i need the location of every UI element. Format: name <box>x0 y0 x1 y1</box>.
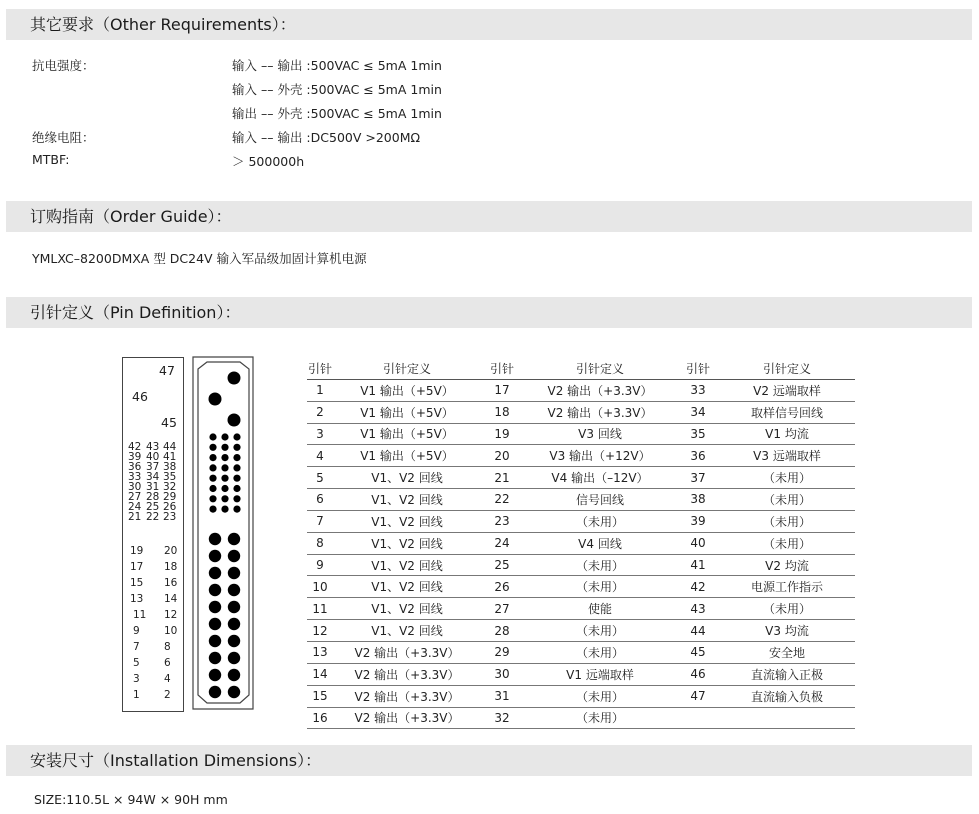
withstand-label: 抗电强度： <box>32 58 95 73</box>
pin-number: 6 <box>307 489 333 511</box>
pin-definition: V1、V2 回线 <box>333 510 481 532</box>
connector-pin-number: 21 <box>128 511 142 523</box>
table-row <box>307 663 855 685</box>
connector-pin-number: 11 <box>133 609 147 621</box>
connector-pin-dot <box>228 652 240 664</box>
pin-number: 19 <box>481 423 523 445</box>
pin-number: 43 <box>677 598 719 620</box>
connector-pin-number: 47 <box>159 363 175 378</box>
connector-pin-number: 2 <box>164 689 171 701</box>
table-row <box>307 685 855 707</box>
table-row <box>307 401 855 423</box>
pin-definition: （未用） <box>719 598 855 620</box>
pin-definition: 使能 <box>523 598 677 620</box>
withstand-value-3: 输出 –– 外壳 :500VAC ≤ 5mA 1min <box>232 106 442 121</box>
connector-pin-dot <box>228 618 240 630</box>
pin-number: 25 <box>481 554 523 576</box>
connector-pin-dot <box>228 550 240 562</box>
connector-pin-number: 15 <box>130 577 144 589</box>
pin-definition: V1、V2 回线 <box>333 554 481 576</box>
pin-definition: （未用） <box>719 510 855 532</box>
size-text: SIZE:110.5L × 94W × 90H mm <box>34 792 228 807</box>
connector-pin-number: 18 <box>164 561 178 573</box>
pin-number: 40 <box>677 532 719 554</box>
section-order-guide: 订购指南（Order Guide）： <box>6 201 972 232</box>
pin-number: 3 <box>307 423 333 445</box>
pin-definition: V1、V2 回线 <box>333 598 481 620</box>
connector-pin-dot <box>228 669 240 681</box>
connector-pin-number: 13 <box>130 593 144 605</box>
connector-pin-dot <box>228 686 240 698</box>
connector-pin-number: 32 <box>163 481 177 493</box>
connector-pin-dot <box>221 433 228 440</box>
connector-pin-number: 29 <box>163 491 177 503</box>
connector-pin-dot <box>228 567 240 579</box>
header-pin: 引针 <box>481 358 523 379</box>
pin-number: 15 <box>307 685 333 707</box>
connector-pin-dot <box>209 601 221 613</box>
connector-pin-dot <box>221 464 228 471</box>
pin-definition: V1、V2 回线 <box>333 620 481 642</box>
connector-pin-number: 43 <box>146 441 160 453</box>
pin-definition-table <box>307 358 855 729</box>
connector-pin-dot <box>221 444 228 451</box>
pin-number: 8 <box>307 532 333 554</box>
pin-number: 24 <box>481 532 523 554</box>
pin-definition: V1 输出（+5V） <box>333 379 481 401</box>
section-installation-dimensions: 安装尺寸（Installation Dimensions）： <box>6 745 972 776</box>
connector-pin-dot <box>228 372 241 385</box>
connector-pin-number: 44 <box>163 441 177 453</box>
pin-number: 34 <box>677 401 719 423</box>
pin-number: 30 <box>481 663 523 685</box>
connector-pin-dot <box>209 506 216 513</box>
pin-definition: V4 回线 <box>523 532 677 554</box>
connector-shell <box>193 357 253 709</box>
connector-pin-number: 6 <box>164 657 171 669</box>
table-header-row <box>307 358 855 379</box>
pin-number: 10 <box>307 576 333 598</box>
connector-pin-dot <box>209 669 221 681</box>
pin-number: 18 <box>481 401 523 423</box>
pin-number: 23 <box>481 510 523 532</box>
connector-pin-number: 41 <box>163 451 177 463</box>
pin-number: 35 <box>677 423 719 445</box>
header-definition: 引针定义 <box>333 358 481 379</box>
mtbf-value: ＞ 500000h <box>232 154 305 169</box>
connector-inner-shell <box>198 362 249 703</box>
pin-definition: V2 输出（+3.3V） <box>523 379 677 401</box>
pin-definition: 信号回线 <box>523 489 677 511</box>
pin-definition: V2 均流 <box>719 554 855 576</box>
connector-pin-dot <box>221 475 228 482</box>
connector-pin-number: 39 <box>128 451 142 463</box>
pin-number: 12 <box>307 620 333 642</box>
pin-number: 4 <box>307 445 333 467</box>
pin-number: 29 <box>481 641 523 663</box>
connector-pin-dot <box>221 506 228 513</box>
connector-pin-dot <box>209 454 216 461</box>
connector-pin-number: 42 <box>128 441 142 453</box>
pin-number: 26 <box>481 576 523 598</box>
connector-pin-dot <box>233 433 240 440</box>
pin-number: 9 <box>307 554 333 576</box>
table-row <box>307 445 855 467</box>
pin-number: 32 <box>481 707 523 729</box>
connector-pin-dot <box>221 485 228 492</box>
connector-pin-dot <box>209 475 216 482</box>
connector-pin-dot <box>228 414 241 427</box>
connector-pin-dot <box>209 464 216 471</box>
pin-definition: V2 输出（+3.3V） <box>333 663 481 685</box>
pin-number: 16 <box>307 707 333 729</box>
connector-pin-number: 46 <box>132 389 148 404</box>
connector-pin-number: 38 <box>163 461 177 473</box>
connector-pin-dot <box>233 454 240 461</box>
pin-definition: （未用） <box>523 554 677 576</box>
pin-definition: V1、V2 回线 <box>333 576 481 598</box>
connector-pin-dot <box>209 444 216 451</box>
connector-pin-dot <box>228 584 240 596</box>
connector-pin-number: 5 <box>133 657 140 669</box>
pin-definition: V1 均流 <box>719 423 855 445</box>
connector-pin-dot <box>209 393 222 406</box>
connector-pin-number: 35 <box>163 471 177 483</box>
connector-pin-number: 25 <box>146 501 160 513</box>
pin-definition: V3 远端取样 <box>719 445 855 467</box>
insulation-label: 绝缘电阻： <box>32 130 95 145</box>
pin-number: 20 <box>481 445 523 467</box>
pin-number: 42 <box>677 576 719 598</box>
table-row <box>307 423 855 445</box>
pin-number: 36 <box>677 445 719 467</box>
insulation-value: 输入 –– 输出 :DC500V >200MΩ <box>232 130 421 145</box>
pin-definition: V3 均流 <box>719 620 855 642</box>
connector-pin-dot <box>228 601 240 613</box>
withstand-value-1: 输入 –– 输出 :500VAC ≤ 5mA 1min <box>232 58 442 73</box>
table-row <box>307 598 855 620</box>
table-row <box>307 554 855 576</box>
pin-number: 1 <box>307 379 333 401</box>
pin-number: 22 <box>481 489 523 511</box>
connector-pin-number: 1 <box>133 689 140 701</box>
pin-number: 14 <box>307 663 333 685</box>
connector-pin-number: 45 <box>161 415 177 430</box>
connector-pin-number: 17 <box>130 561 144 573</box>
pin-number <box>677 707 719 729</box>
connector-label-box <box>122 357 184 712</box>
pin-number: 33 <box>677 379 719 401</box>
pin-number: 21 <box>481 467 523 489</box>
pin-number: 7 <box>307 510 333 532</box>
section-other-requirements: 其它要求（Other Requirements）： <box>6 9 972 40</box>
pin-definition: V3 输出（+12V） <box>523 445 677 467</box>
header-definition: 引针定义 <box>719 358 855 379</box>
connector-pin-dot <box>209 533 221 545</box>
pin-definition: V1 输出（+5V） <box>333 401 481 423</box>
pin-definition: （未用） <box>523 707 677 729</box>
pin-number: 11 <box>307 598 333 620</box>
header-definition: 引针定义 <box>523 358 677 379</box>
pin-number: 27 <box>481 598 523 620</box>
connector-pin-dot <box>209 584 221 596</box>
pin-number: 2 <box>307 401 333 423</box>
pin-definition: V1 远端取样 <box>523 663 677 685</box>
connector-pin-dot <box>233 485 240 492</box>
pin-number: 47 <box>677 685 719 707</box>
pin-number: 28 <box>481 620 523 642</box>
pin-definition: （未用） <box>719 489 855 511</box>
pin-number: 45 <box>677 641 719 663</box>
pin-definition: （未用） <box>523 510 677 532</box>
pin-definition: （未用） <box>719 467 855 489</box>
connector-pin-number: 30 <box>128 481 142 493</box>
header-pin: 引针 <box>307 358 333 379</box>
connector-pin-dot <box>209 652 221 664</box>
connector-pin-number: 28 <box>146 491 160 503</box>
connector-pin-number: 20 <box>164 545 178 557</box>
connector-pin-dot <box>209 618 221 630</box>
table-row <box>307 379 855 401</box>
pin-definition: V1、V2 回线 <box>333 489 481 511</box>
pin-definition: 直流输入正极 <box>719 663 855 685</box>
connector-pin-number: 40 <box>146 451 160 463</box>
table-row <box>307 489 855 511</box>
pin-number: 46 <box>677 663 719 685</box>
table-row <box>307 620 855 642</box>
pin-number: 39 <box>677 510 719 532</box>
withstand-value-2: 输入 –– 外壳 :500VAC ≤ 5mA 1min <box>232 82 442 97</box>
connector-pin-dot <box>221 454 228 461</box>
connector-pin-dot <box>233 444 240 451</box>
connector-pin-number: 31 <box>146 481 160 493</box>
connector-pin-dot <box>209 686 221 698</box>
connector-pin-number: 4 <box>164 673 171 685</box>
pin-definition: （未用） <box>523 620 677 642</box>
pin-number: 37 <box>677 467 719 489</box>
connector-pin-number: 27 <box>128 491 142 503</box>
order-text: YMLXC–8200DMXA 型 DC24V 输入军品级加固计算机电源 <box>32 251 367 266</box>
connector-pin-number: 12 <box>164 609 178 621</box>
pin-definition: V2 远端取样 <box>719 379 855 401</box>
pin-definition: V1、V2 回线 <box>333 532 481 554</box>
pin-definition <box>719 707 855 729</box>
mtbf-label: MTBF: <box>32 152 70 167</box>
pin-definition: 电源工作指示 <box>719 576 855 598</box>
connector-pin-number: 33 <box>128 471 142 483</box>
connector-pin-dot <box>209 485 216 492</box>
connector-pin-number: 22 <box>146 511 160 523</box>
connector-pin-dot <box>228 635 240 647</box>
connector-pin-number: 14 <box>164 593 178 605</box>
connector-pin-number: 8 <box>164 641 171 653</box>
pin-number: 13 <box>307 641 333 663</box>
connector-pin-number: 37 <box>146 461 160 473</box>
pin-definition: （未用） <box>523 641 677 663</box>
pin-number: 17 <box>481 379 523 401</box>
pin-definition: 直流输入负极 <box>719 685 855 707</box>
connector-pin-dot <box>209 495 216 502</box>
connector-pin-number: 26 <box>163 501 177 513</box>
connector-pin-dot <box>209 635 221 647</box>
connector-pin-dot <box>233 464 240 471</box>
pin-definition: V2 输出（+3.3V） <box>523 401 677 423</box>
pin-number: 41 <box>677 554 719 576</box>
connector-pin-number: 7 <box>133 641 140 653</box>
connector-pin-number: 34 <box>146 471 160 483</box>
pin-definition: V1、V2 回线 <box>333 467 481 489</box>
connector-pin-dot <box>209 550 221 562</box>
pin-definition: V2 输出（+3.3V） <box>333 685 481 707</box>
pin-definition: （未用） <box>523 576 677 598</box>
connector-drawing <box>190 355 260 715</box>
table-row <box>307 576 855 598</box>
pin-number: 5 <box>307 467 333 489</box>
pin-number: 44 <box>677 620 719 642</box>
connector-pin-dot <box>209 567 221 579</box>
pin-definition: 取样信号回线 <box>719 401 855 423</box>
connector-pin-dot <box>233 495 240 502</box>
connector-pin-number: 10 <box>164 625 178 637</box>
table-row <box>307 707 855 729</box>
connector-pin-number: 24 <box>128 501 142 513</box>
connector-pin-dot <box>228 533 240 545</box>
connector-pin-number: 16 <box>164 577 178 589</box>
pin-definition: V1 输出（+5V） <box>333 423 481 445</box>
table-row <box>307 510 855 532</box>
connector-pin-number: 23 <box>163 511 177 523</box>
pin-number: 38 <box>677 489 719 511</box>
table-row <box>307 467 855 489</box>
pin-definition: V3 回线 <box>523 423 677 445</box>
connector-pin-number: 19 <box>130 545 144 557</box>
pin-definition: V2 输出（+3.3V） <box>333 707 481 729</box>
connector-pin-dot <box>221 495 228 502</box>
pin-definition: V2 输出（+3.3V） <box>333 641 481 663</box>
table-row <box>307 641 855 663</box>
pin-definition: （未用） <box>523 685 677 707</box>
pin-definition: V4 输出（–12V） <box>523 467 677 489</box>
pin-definition: V1 输出（+5V） <box>333 445 481 467</box>
connector-pin-dot <box>233 475 240 482</box>
connector-pin-number: 9 <box>133 625 140 637</box>
pin-number: 31 <box>481 685 523 707</box>
pin-definition: （未用） <box>719 532 855 554</box>
connector-pin-number: 36 <box>128 461 142 473</box>
connector-pin-dot <box>233 506 240 513</box>
pin-definition: 安全地 <box>719 641 855 663</box>
section-pin-definition: 引针定义（Pin Definition）： <box>6 297 972 328</box>
connector-pin-dot <box>209 433 216 440</box>
header-pin: 引针 <box>677 358 719 379</box>
table-row <box>307 532 855 554</box>
connector-pin-number: 3 <box>133 673 140 685</box>
